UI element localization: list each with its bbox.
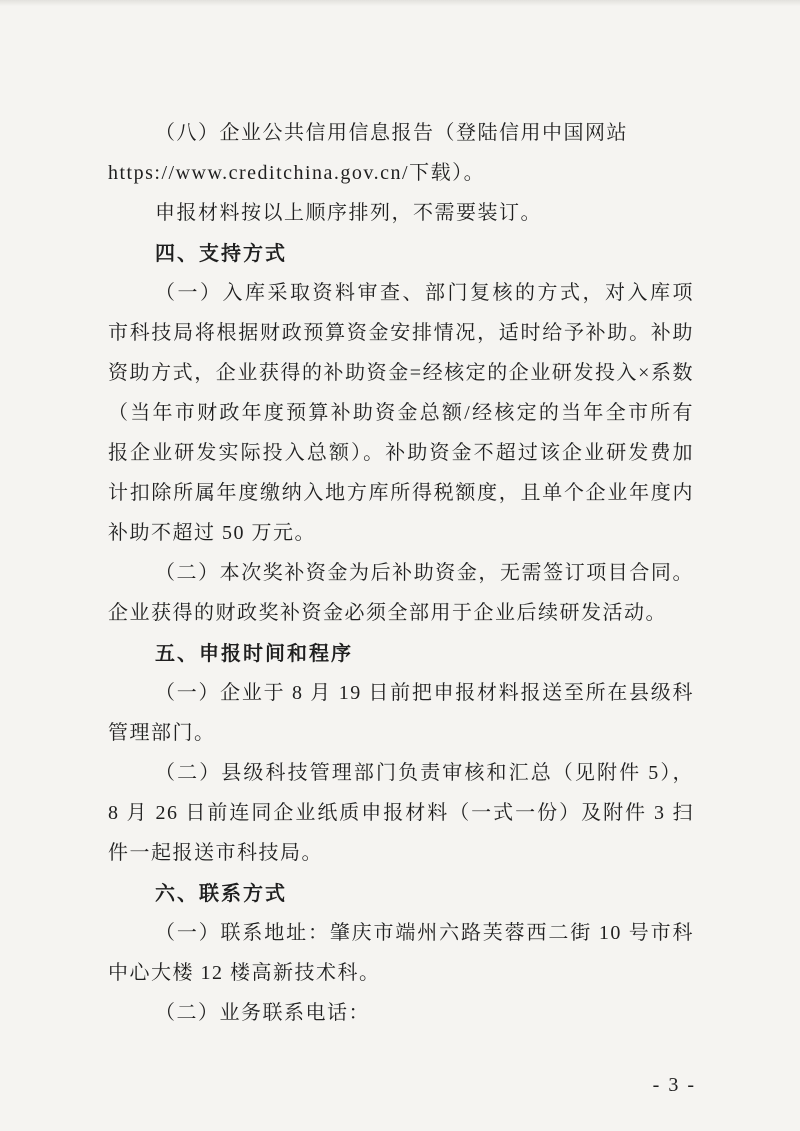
paragraph-line: （二）县级科技管理部门负责审核和汇总（见附件 5）， — [155, 762, 694, 784]
scan-edge — [0, 0, 800, 6]
paragraph-line: 市科技局将根据财政预算资金安排情况，适时给予补助。补助 — [108, 322, 694, 344]
paragraph-line: 资助方式，企业获得的补助资金=经核定的企业研发投入×系数 — [108, 362, 694, 384]
section-heading: 五、申报时间和程序 — [155, 641, 353, 665]
paragraph-line: 管理部门。 — [108, 722, 216, 744]
paragraph-line: 报企业研发实际投入总额）。补助资金不超过该企业研发费加 — [108, 442, 694, 464]
section-heading: 四、支持方式 — [155, 241, 287, 265]
paragraph-line: 件一起报送市科技局。 — [108, 842, 323, 864]
paragraph-line: （一）入库采取资料审查、部门复核的方式，对入库项 — [155, 282, 694, 304]
paragraph-line: （当年市财政年度预算补助资金总额/经核定的当年全市所有 — [108, 402, 694, 424]
paragraph-line: 8 月 26 日前连同企业纸质申报材料（一式一份）及附件 3 扫 — [108, 802, 694, 824]
paragraph-line: （一）联系地址：肇庆市端州六路芙蓉西二街 10 号市科 — [155, 922, 694, 944]
paragraph-line: （一）企业于 8 月 19 日前把申报材料报送至所在县级科 — [155, 682, 694, 704]
paragraph-line: （二）本次奖补资金为后补助资金，无需签订项目合同。 — [155, 562, 694, 584]
paragraph-line: 补助不超过 50 万元。 — [108, 522, 316, 544]
document-body — [108, 113, 694, 1033]
paragraph-line: 计扣除所属年度缴纳入地方库所得税额度，且单个企业年度内 — [108, 482, 694, 504]
paragraph-line: （二）业务联系电话： — [155, 1002, 370, 1024]
paragraph-line: （八）企业公共信用信息报告（登陆信用中国网站 — [155, 122, 628, 144]
paragraph-line: 申报材料按以上顺序排列，不需要装订。 — [155, 202, 542, 224]
page-number: - 3 - — [652, 1074, 696, 1096]
section-heading: 六、联系方式 — [155, 881, 287, 905]
paragraph-line: 企业获得的财政奖补资金必须全部用于企业后续研发活动。 — [108, 602, 667, 624]
paragraph-line: 中心大楼 12 楼高新技术科。 — [108, 962, 381, 984]
paragraph-line: https://www.creditchina.gov.cn/下载）。 — [108, 162, 486, 184]
